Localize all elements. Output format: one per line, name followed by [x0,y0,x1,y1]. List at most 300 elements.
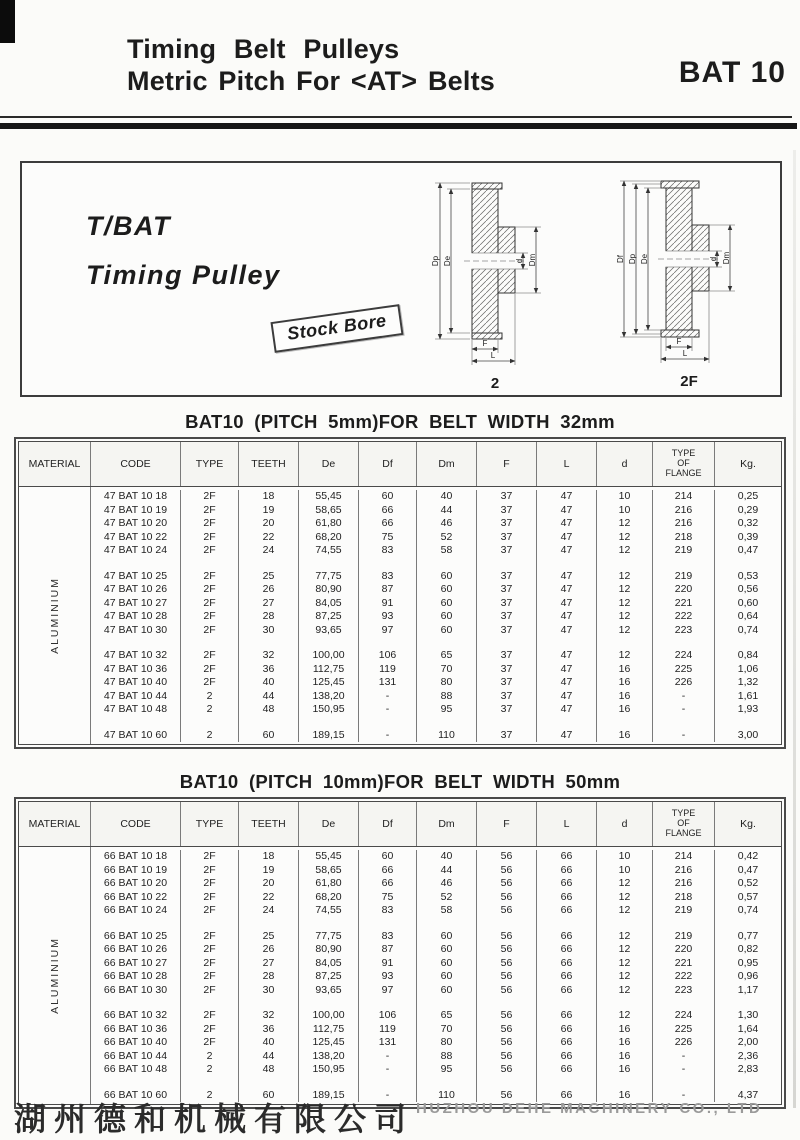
material-cell [19,847,91,1104]
dim-label-df: Df [616,255,625,263]
col-header-df: Df [359,442,417,486]
cell-flange: 216 [653,877,715,891]
cell-de: 61,80 [299,517,359,531]
cell-df [359,1077,417,1089]
material-label: ALUMINIUM [48,937,61,1014]
cell-dm: 40 [417,850,477,864]
cell-code [91,997,181,1009]
cell-teeth: 26 [239,943,299,957]
cell-flange: 216 [653,517,715,531]
cell-d: 16 [597,1050,653,1064]
cell-l: 66 [537,1050,597,1064]
cell-flange [653,918,715,930]
cell-flange: 218 [653,531,715,545]
cell-de: 112,75 [299,663,359,677]
cell-type: 2F [181,649,239,663]
cell-code: 66 BAT 10 19 [91,864,181,878]
product-name: Timing Pulley [86,260,281,290]
cell-df: 91 [359,957,417,971]
cell-f: 56 [477,930,537,944]
header-rule-thick [0,123,797,129]
cell-type [181,637,239,649]
cell-df: 66 [359,877,417,891]
cell-teeth: 48 [239,1063,299,1077]
cell-type: 2 [181,690,239,704]
table-row [91,1023,781,1037]
cell-de: 112,75 [299,1023,359,1037]
cell-code: 47 BAT 10 24 [91,544,181,558]
cell-d: 12 [597,957,653,971]
figure-pulley-type-2f [614,171,764,390]
cell-flange: 214 [653,850,715,864]
cell-code: 47 BAT 10 25 [91,570,181,584]
cell-flange: - [653,1089,715,1103]
dim-label-de: De [640,253,649,265]
cell-d: 12 [597,984,653,998]
cell-l: 47 [537,490,597,504]
material-cell [19,487,91,744]
cell-l: 47 [537,663,597,677]
cell-kg: 0,29 [737,503,759,516]
cell-de: 87,25 [299,970,359,984]
header-rule-thin [0,116,792,118]
cell-f [477,717,537,729]
data-table [14,797,786,1109]
cell-flange: 219 [653,544,715,558]
cell-type: 2F [181,570,239,584]
cell-l [537,997,597,1009]
cell-teeth: 60 [239,729,299,743]
cell-d [597,558,653,570]
cell-df [359,558,417,570]
cell-dm [417,1077,477,1089]
cell-d [597,637,653,649]
cell-type: 2F [181,984,239,998]
cell-kg: 1,93 [737,703,759,715]
cell-teeth: 27 [239,597,299,611]
cell-d: 12 [597,943,653,957]
cell-de [299,997,359,1009]
cell-type [181,558,239,570]
table-row [91,891,781,905]
cell-l: 66 [537,864,597,878]
cell-code: 66 BAT 10 20 [91,877,181,891]
col-header-de: De [299,442,359,486]
cell-flange [653,558,715,570]
cell-l: 66 [537,877,597,891]
cell-flange: 219 [653,930,715,944]
cell-l: 66 [537,1009,597,1023]
cell-flange: 216 [653,504,715,518]
cell-teeth: 19 [239,504,299,518]
cell-type: 2F [181,504,239,518]
cell-f: 56 [477,864,537,878]
col-header-type: TYPE [181,442,239,486]
cell-f: 37 [477,610,537,624]
cell-code: 47 BAT 10 27 [91,597,181,611]
table-row [91,637,781,649]
cell-type [181,997,239,1009]
cell-code: 66 BAT 10 18 [91,850,181,864]
col-header-type-of-flange [653,802,715,846]
cell-flange [653,637,715,649]
cell-flange [653,997,715,1009]
page-code: BAT 10 [678,56,786,89]
cell-de: 55,45 [299,850,359,864]
cell-l: 66 [537,1089,597,1103]
table-section [0,411,800,749]
cell-l: 47 [537,676,597,690]
cell-dm [417,997,477,1009]
cell-de: 61,80 [299,877,359,891]
cell-f: 37 [477,729,537,743]
table-rows [91,487,781,744]
col-header-teeth: TEETH [239,442,299,486]
table-row [91,504,781,518]
cell-teeth: 25 [239,570,299,584]
cell-de: 138,20 [299,690,359,704]
col-header-flange-line2: OF [677,818,690,829]
cell-type: 2F [181,610,239,624]
cell-flange [653,1077,715,1089]
stock-bore-badge: Stock Bore [270,304,403,353]
cell-l [537,918,597,930]
cell-df: 83 [359,570,417,584]
table-row [91,864,781,878]
cell-teeth: 22 [239,891,299,905]
cell-teeth: 32 [239,1009,299,1023]
cell-teeth: 18 [239,850,299,864]
table-row [91,970,781,984]
cell-type: 2F [181,597,239,611]
cell-code: 47 BAT 10 20 [91,517,181,531]
cell-dm: 52 [417,531,477,545]
cell-dm: 60 [417,624,477,638]
table-header-row [19,802,781,847]
cell-df [359,637,417,649]
cell-kg: 1,17 [737,983,759,996]
cell-l: 47 [537,597,597,611]
cell-flange: - [653,729,715,743]
scan-edge-shadow [793,150,796,1108]
table-row [91,1050,781,1064]
cell-teeth: 40 [239,676,299,690]
cell-de: 150,95 [299,703,359,717]
table-row [91,1036,781,1050]
cell-df: 87 [359,583,417,597]
cell-kg [715,637,781,649]
cell-l: 47 [537,610,597,624]
cell-code: 66 BAT 10 36 [91,1023,181,1037]
cell-de: 77,75 [299,930,359,944]
cell-code [91,717,181,729]
cell-type: 2F [181,676,239,690]
cell-teeth: 32 [239,649,299,663]
table-row [91,663,781,677]
cell-dm: 60 [417,984,477,998]
cell-dm [417,637,477,649]
cell-df: 97 [359,984,417,998]
cell-d: 12 [597,970,653,984]
cell-type: 2F [181,891,239,905]
cell-type: 2F [181,904,239,918]
cell-dm: 70 [417,1023,477,1037]
cell-f: 37 [477,504,537,518]
cell-df: 91 [359,597,417,611]
cell-kg: 1,64 [737,1022,759,1035]
cell-code: 66 BAT 10 24 [91,904,181,918]
cell-f: 37 [477,570,537,584]
table-body [19,847,781,1104]
cell-d: 16 [597,703,653,717]
table-row [91,570,781,584]
pulley-cross-section-2-drawing [420,173,570,369]
cell-l [537,1077,597,1089]
cell-dm: 95 [417,1063,477,1077]
cell-teeth: 28 [239,970,299,984]
cell-teeth: 44 [239,690,299,704]
cell-df: 93 [359,610,417,624]
figure-2-caption: 2 [490,375,500,392]
cell-code: 66 BAT 10 60 [91,1089,181,1103]
cell-f: 56 [477,1036,537,1050]
product-panel [20,161,782,397]
dim-label-dm: Dm [722,251,731,265]
cell-kg: 2,36 [737,1049,759,1062]
cell-type: 2F [181,544,239,558]
cell-f: 56 [477,984,537,998]
cell-type: 2F [181,490,239,504]
col-header-l: L [537,802,597,846]
cell-flange: 226 [653,676,715,690]
cell-flange: 214 [653,490,715,504]
cell-d: 10 [597,490,653,504]
cell-dm: 52 [417,891,477,905]
page-title-line2: Metric Pitch For <AT> Belts [127,66,495,97]
col-header-kg: Kg. [740,818,756,830]
cell-code: 66 BAT 10 26 [91,943,181,957]
cell-flange: 222 [653,610,715,624]
cell-teeth: 60 [239,1089,299,1103]
cell-d: 16 [597,690,653,704]
col-header-df: Df [359,802,417,846]
cell-l: 66 [537,904,597,918]
cell-flange: 222 [653,970,715,984]
table-row [91,558,781,570]
cell-f: 37 [477,663,537,677]
cell-df: 66 [359,504,417,518]
cell-f [477,637,537,649]
cell-flange: - [653,690,715,704]
col-header-l: L [537,442,597,486]
cell-flange: 226 [653,1036,715,1050]
cell-d [597,1077,653,1089]
dim-label-dm: Dm [528,253,537,267]
cell-code: 66 BAT 10 44 [91,1050,181,1064]
cell-code: 66 BAT 10 25 [91,930,181,944]
cell-type: 2 [181,1063,239,1077]
cell-code: 47 BAT 10 44 [91,690,181,704]
cell-kg: 0,52 [737,877,759,889]
data-table-inner [18,441,782,745]
cell-code [91,637,181,649]
cell-dm [417,558,477,570]
cell-l: 47 [537,504,597,518]
figure-pulley-type-2 [420,173,570,392]
cell-dm: 58 [417,904,477,918]
data-table-inner [18,801,782,1105]
cell-flange: 225 [653,1023,715,1037]
cell-l: 66 [537,943,597,957]
cell-code: 47 BAT 10 32 [91,649,181,663]
cell-dm [417,717,477,729]
table-row [91,729,781,743]
cell-df: 60 [359,850,417,864]
cell-teeth: 25 [239,930,299,944]
cell-teeth [239,918,299,930]
cell-type: 2F [181,943,239,957]
cell-type: 2 [181,729,239,743]
cell-de: 93,65 [299,984,359,998]
cell-d: 16 [597,676,653,690]
cell-teeth [239,558,299,570]
col-header-code: CODE [91,442,181,486]
cell-d: 12 [597,891,653,905]
cell-dm: 65 [417,1009,477,1023]
cell-kg: 0,84 [737,649,759,661]
cell-d: 16 [597,1089,653,1103]
cell-df: 60 [359,490,417,504]
cell-teeth: 24 [239,904,299,918]
col-header-dm: Dm [417,802,477,846]
table-row [91,690,781,704]
cell-df: 87 [359,943,417,957]
cell-l: 47 [537,703,597,717]
cell-f: 37 [477,517,537,531]
cell-type: 2 [181,1050,239,1064]
cell-l: 66 [537,930,597,944]
cell-f: 56 [477,1023,537,1037]
col-header-de: De [299,802,359,846]
cell-type: 2F [181,1009,239,1023]
cell-dm: 40 [417,490,477,504]
cell-teeth: 18 [239,490,299,504]
cell-flange: 216 [653,864,715,878]
cell-de: 189,15 [299,729,359,743]
cell-code: 66 BAT 10 48 [91,1063,181,1077]
cell-f: 56 [477,877,537,891]
cell-dm: 60 [417,957,477,971]
cell-flange: 224 [653,649,715,663]
cell-df: 119 [359,663,417,677]
cell-d: 12 [597,930,653,944]
col-header-type: TYPE [181,802,239,846]
cell-l: 66 [537,850,597,864]
cell-dm: 65 [417,649,477,663]
figure-2f-caption: 2F [680,373,698,390]
cell-f: 37 [477,531,537,545]
cell-flange: - [653,1050,715,1064]
col-header-d: d [597,802,653,846]
cell-d: 12 [597,570,653,584]
cell-de: 87,25 [299,610,359,624]
cell-dm: 110 [417,729,477,743]
cell-de: 100,00 [299,649,359,663]
material-label: ALUMINIUM [48,577,61,654]
cell-f: 37 [477,676,537,690]
cell-flange: 225 [653,663,715,677]
cell-l: 66 [537,1063,597,1077]
cell-dm: 44 [417,864,477,878]
dim-label-l: L [682,349,688,358]
cell-kg: 0,39 [737,530,759,543]
cell-dm: 60 [417,570,477,584]
cell-dm: 58 [417,544,477,558]
cell-dm: 80 [417,676,477,690]
table-body [19,487,781,744]
cell-de: 84,05 [299,597,359,611]
col-header-material: MATERIAL [19,802,91,846]
cell-de [299,717,359,729]
cell-teeth: 20 [239,877,299,891]
cell-l: 66 [537,1036,597,1050]
cell-flange: 218 [653,891,715,905]
cell-d: 12 [597,583,653,597]
cell-code [91,1077,181,1089]
cell-teeth [239,1077,299,1089]
cell-de: 74,55 [299,904,359,918]
cell-f: 37 [477,544,537,558]
cell-l [537,558,597,570]
cell-code [91,918,181,930]
cell-df: 83 [359,544,417,558]
cell-f: 37 [477,690,537,704]
cell-teeth: 20 [239,517,299,531]
cell-flange: - [653,703,715,717]
col-header-d: d [597,442,653,486]
cell-l: 47 [537,531,597,545]
cell-d: 12 [597,624,653,638]
cell-kg: 0,25 [737,490,759,502]
dim-label-l: L [490,351,496,360]
cell-type: 2F [181,877,239,891]
cell-f: 56 [477,891,537,905]
cell-teeth [239,717,299,729]
cell-code: 66 BAT 10 40 [91,1036,181,1050]
cell-d: 10 [597,850,653,864]
cell-f [477,997,537,1009]
cell-kg: 1,32 [737,676,759,688]
cell-code: 47 BAT 10 22 [91,531,181,545]
cell-flange [653,717,715,729]
cell-l [537,637,597,649]
table-row [91,531,781,545]
table-row [91,583,781,597]
table-row [91,544,781,558]
cell-l: 47 [537,624,597,638]
cell-de [299,558,359,570]
cell-df [359,918,417,930]
cell-type: 2F [181,1023,239,1037]
cell-f [477,918,537,930]
cell-code: 47 BAT 10 48 [91,703,181,717]
cell-dm: 46 [417,517,477,531]
cell-l [537,717,597,729]
cell-type: 2F [181,624,239,638]
cell-df: 131 [359,676,417,690]
page-title-line1: Timing Belt Pulleys [127,34,400,64]
cell-type: 2F [181,957,239,971]
